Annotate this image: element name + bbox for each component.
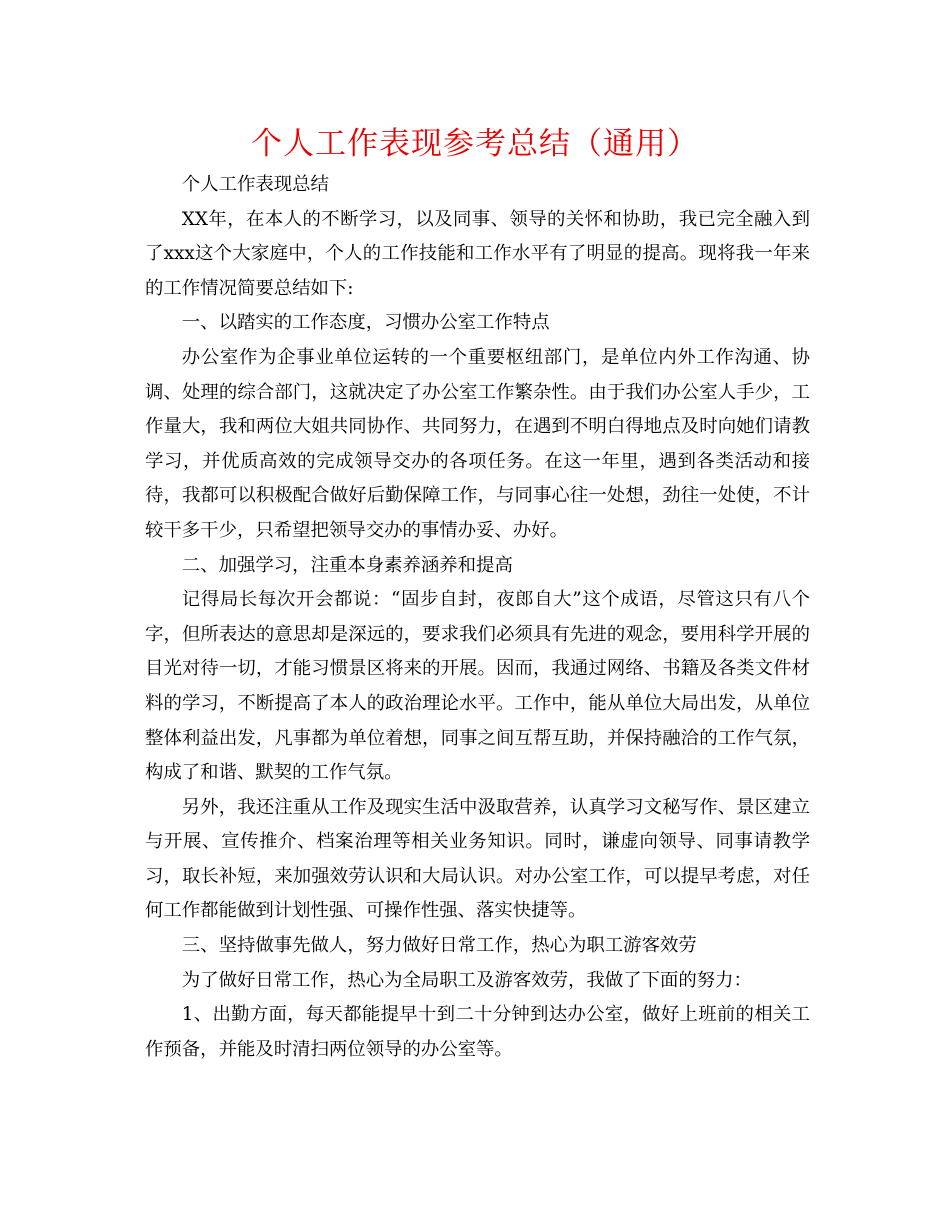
section-heading-3: 三、坚持做事先做人，努力做好日常工作，热心为职工游客效劳	[181, 935, 697, 957]
paragraph-intro: XX年，在本人的不断学习，以及同事、领导的关怀和协助，我已完全融入到了xxx这个大家庭中，个人的工作技能和工作水平有了明显的提高。现将我一年来的工作情况简要总结如下:	[145, 208, 810, 299]
paragraph-subtitle: 个人工作表现总结	[181, 174, 329, 195]
paragraph: 1、出勤方面，每天都能提早十到二十分钟到达办公室，做好上班前的相关工作预备，并能及时清扫两位领导的办公室等。	[145, 1004, 810, 1060]
paragraph: 另外，我还注重从工作及现实生活中汲取营养，认真学习文秘写作、景区建立与开展、宣传推介、档案治理等相关业务知识。同时，谦虚向领导、同事请教学习，取长补短，来加强效劳认识和大局认识。对办公室工作，可以提早考虑，对任何工作都能做到计划性强、可操作性强、落实快捷等。	[145, 796, 810, 922]
paragraph: 为了做好日常工作，热心为全局职工及游客效劳，我做了下面的努力：	[181, 969, 752, 991]
section-heading-1: 一、以踏实的工作态度，习惯办公室工作特点	[181, 312, 550, 334]
paragraph: 办公室作为企事业单位运转的一个重要枢纽部门，是单位内外工作沟通、协调、处理的综合部门，这就决定了办公室工作繁杂性。由于我们办公室人手少，工作量大，我和两位大姐共同协作、共同努力，在遇到不明白得地点及时向她们请教学习，并优质高效的完成领导交办的各项任务。在这一年里，遇到各类活动和接待，我都可以积极配合做好后勤保障工作，与同事心往一处想，劲往一处使，不计较干多干少，只希望把领导交办的事情办妥、办好。	[145, 346, 810, 541]
document-title: 个人工作表现参考总结（通用）	[251, 126, 699, 162]
document-body	[145, 168, 810, 1067]
paragraph: 记得局长每次开会都说：“固步自封，夜郎自大”这个成语，尽管这只有八个字，但所表达的意思却是深远的，要求我们必须具有先进的观念，要用科学开展的目光对待一切，才能习惯景区将来的开展。因而，我通过网络、书籍及各类文件材料的学习，不断提高了本人的政治理论水平。工作中，能从单位大局出发，从单位整体利益出发，凡事都为单位着想，同事之间互帮互助，并保持融洽的工作气氛，构成了和谐、默契的工作气氛。	[145, 589, 810, 784]
section-heading-2: 二、加强学习，注重本身素养涵养和提高	[181, 554, 513, 576]
